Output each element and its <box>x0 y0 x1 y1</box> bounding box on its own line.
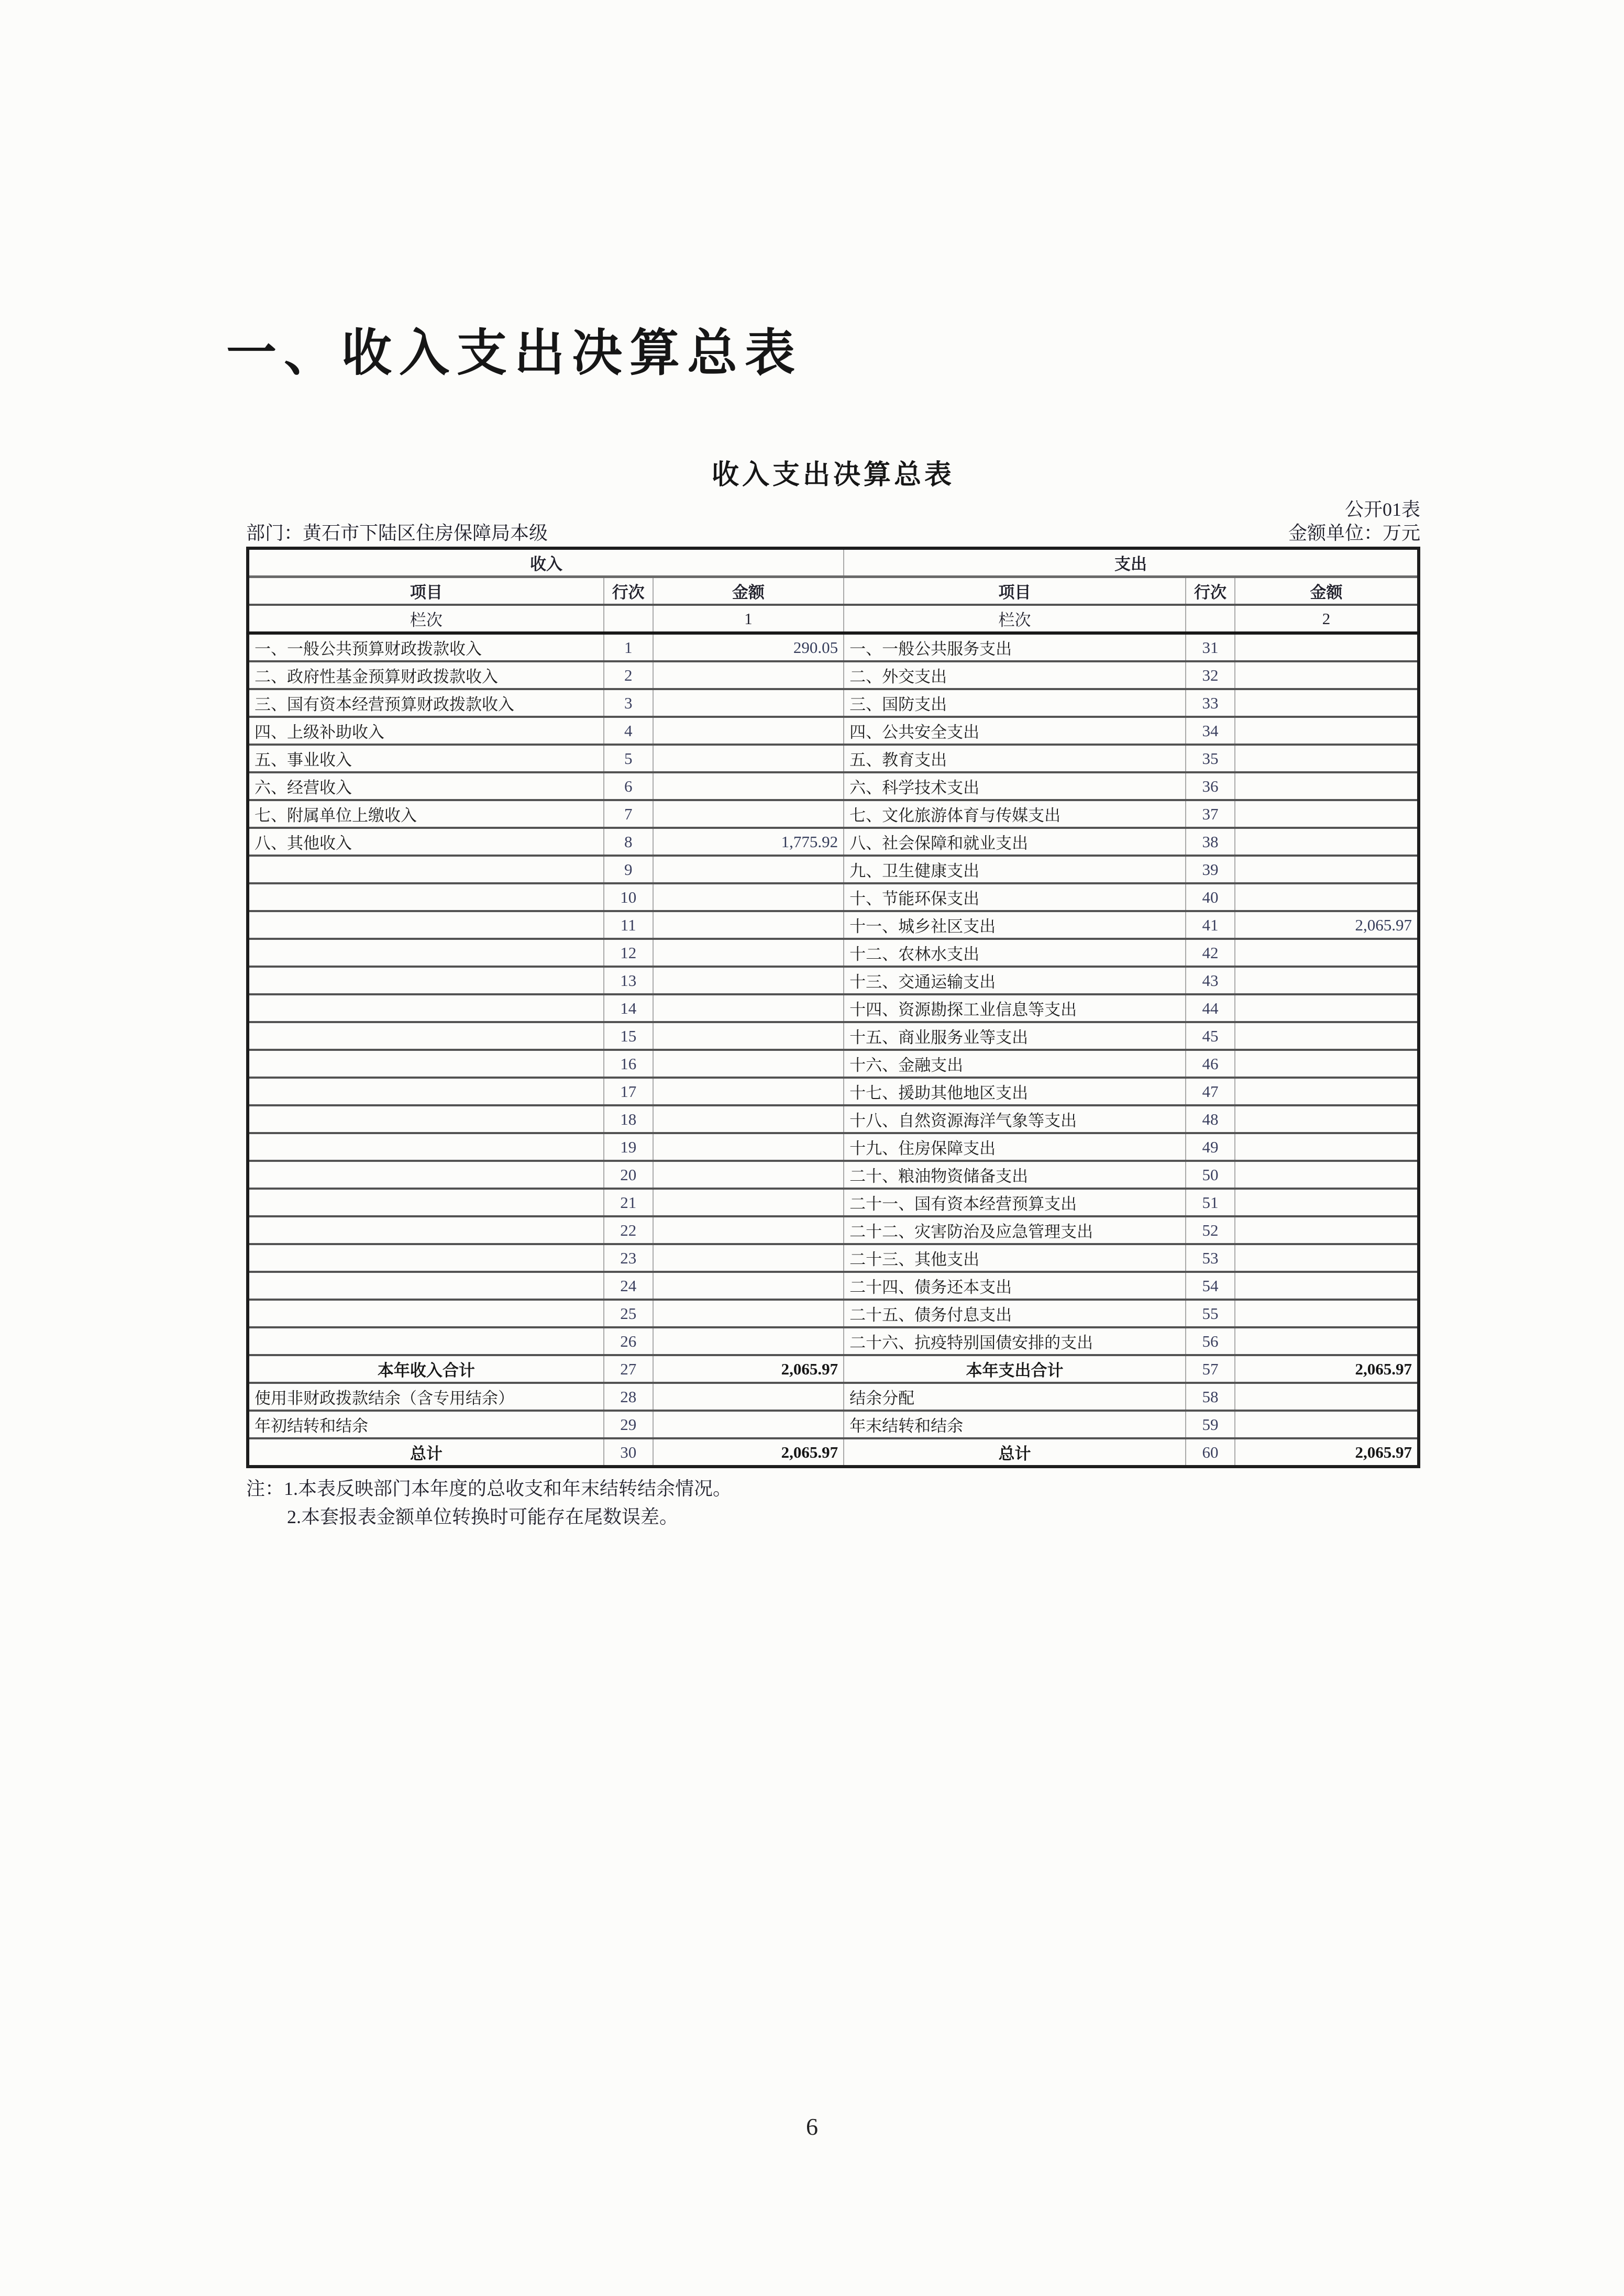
income-item-cell <box>248 1161 604 1189</box>
statement-sheet <box>246 460 1420 1531</box>
table-row <box>248 1078 1419 1105</box>
income-line-cell: 15 <box>604 1022 653 1050</box>
expenditure-amount-cell: 2,065.97 <box>1235 1438 1419 1467</box>
expenditure-item-cell: 十五、商业服务业等支出 <box>844 1022 1186 1050</box>
expenditure-amount-cell: 2,065.97 <box>1235 911 1419 939</box>
income-line-cell: 11 <box>604 911 653 939</box>
expenditure-item-cell: 十三、交通运输支出 <box>844 967 1186 994</box>
income-item-cell: 八、其他收入 <box>248 828 604 856</box>
form-code-label: 公开01表 <box>1344 499 1420 520</box>
table-row <box>248 1133 1419 1161</box>
table-row <box>248 994 1419 1022</box>
expenditure-item-cell: 一、一般公共服务支出 <box>844 633 1186 661</box>
income-item-cell: 年初结转和结余 <box>248 1411 604 1438</box>
income-item-cell: 本年收入合计 <box>248 1355 604 1383</box>
income-amount-index: 1 <box>653 605 844 633</box>
expenditure-line-cell: 44 <box>1186 994 1235 1022</box>
expenditure-item-cell: 二十、粮油物资储备支出 <box>844 1161 1186 1189</box>
income-item-cell <box>248 1216 604 1244</box>
expenditure-amount-cell <box>1235 1216 1419 1244</box>
page-number: 6 <box>806 2113 818 2140</box>
income-amount-cell <box>653 1244 844 1272</box>
expenditure-line-cell: 54 <box>1186 1272 1235 1300</box>
income-line-cell: 28 <box>604 1383 653 1411</box>
footnote-line-1: 注：1.本表反映部门本年度的总收支和年末结转结余情况。 <box>246 1478 732 1499</box>
expenditure-item-cell: 八、社会保障和就业支出 <box>844 828 1186 856</box>
expenditure-item-cell: 十七、援助其他地区支出 <box>844 1078 1186 1105</box>
income-amount-header: 金额 <box>653 577 844 605</box>
table-row <box>248 717 1419 745</box>
table-body <box>248 633 1419 1467</box>
expenditure-item-cell: 二十二、灾害防治及应急管理支出 <box>844 1216 1186 1244</box>
group-header-row <box>248 548 1419 577</box>
expenditure-line-cell: 37 <box>1186 800 1235 828</box>
expenditure-amount-cell <box>1235 828 1419 856</box>
expenditure-index-label: 栏次 <box>844 605 1186 633</box>
table-row <box>248 772 1419 800</box>
table-row <box>248 939 1419 967</box>
income-amount-cell <box>653 1327 844 1355</box>
expenditure-line-cell: 56 <box>1186 1327 1235 1355</box>
income-line-cell: 25 <box>604 1300 653 1327</box>
expenditure-line-cell: 59 <box>1186 1411 1235 1438</box>
expenditure-item-cell: 二十六、抗疫特别国债安排的支出 <box>844 1327 1186 1355</box>
income-amount-cell <box>653 1383 844 1411</box>
expenditure-line-cell: 34 <box>1186 717 1235 745</box>
table-row <box>248 1189 1419 1216</box>
income-item-cell <box>248 994 604 1022</box>
expenditure-line-cell: 43 <box>1186 967 1235 994</box>
table-row <box>248 689 1419 717</box>
footnotes <box>246 1474 1420 1531</box>
income-amount-cell <box>653 1216 844 1244</box>
income-amount-cell <box>653 1411 844 1438</box>
expenditure-item-cell: 十、节能环保支出 <box>844 883 1186 911</box>
income-line-header: 行次 <box>604 577 653 605</box>
table-row <box>248 1411 1419 1438</box>
income-item-cell <box>248 1189 604 1216</box>
income-item-cell <box>248 1300 604 1327</box>
income-item-cell <box>248 883 604 911</box>
expenditure-item-cell: 年末结转和结余 <box>844 1411 1186 1438</box>
income-amount-cell <box>653 772 844 800</box>
expenditure-line-cell: 31 <box>1186 633 1235 661</box>
expenditure-line-cell: 55 <box>1186 1300 1235 1327</box>
table-row <box>248 1050 1419 1078</box>
income-item-cell <box>248 939 604 967</box>
expenditure-item-cell: 五、教育支出 <box>844 745 1186 772</box>
income-amount-cell <box>653 1022 844 1050</box>
expenditure-line-cell: 45 <box>1186 1022 1235 1050</box>
income-line-cell: 21 <box>604 1189 653 1216</box>
income-item-cell: 五、事业收入 <box>248 745 604 772</box>
expenditure-amount-cell <box>1235 856 1419 883</box>
table-row <box>248 1355 1419 1383</box>
expenditure-amount-cell <box>1235 1022 1419 1050</box>
table-title: 收入支出决算总表 <box>711 460 955 490</box>
expenditure-amount-cell <box>1235 1300 1419 1327</box>
income-amount-cell <box>653 1272 844 1300</box>
expenditure-line-cell: 39 <box>1186 856 1235 883</box>
expenditure-amount-cell <box>1235 883 1419 911</box>
expenditure-amount-cell <box>1235 1050 1419 1078</box>
income-item-cell: 一、一般公共预算财政拨款收入 <box>248 633 604 661</box>
expenditure-item-cell: 二十一、国有资本经营预算支出 <box>844 1189 1186 1216</box>
expenditure-item-cell: 四、公共安全支出 <box>844 717 1186 745</box>
expenditure-amount-cell <box>1235 939 1419 967</box>
expenditure-amount-cell <box>1235 1244 1419 1272</box>
expenditure-line-cell: 32 <box>1186 661 1235 689</box>
income-line-cell: 9 <box>604 856 653 883</box>
expenditure-line-cell: 49 <box>1186 1133 1235 1161</box>
income-amount-cell <box>653 939 844 967</box>
expenditure-item-cell: 二十三、其他支出 <box>844 1244 1186 1272</box>
expenditure-amount-cell: 2,065.97 <box>1235 1355 1419 1383</box>
income-line-cell: 1 <box>604 633 653 661</box>
income-line-cell: 26 <box>604 1327 653 1355</box>
footnote-line-2: 2.本套报表金额单位转换时可能存在尾数误差。 <box>287 1506 679 1527</box>
income-item-cell: 三、国有资本经营预算财政拨款收入 <box>248 689 604 717</box>
table-row <box>248 1438 1419 1467</box>
income-item-cell <box>248 1244 604 1272</box>
income-item-cell: 六、经营收入 <box>248 772 604 800</box>
expenditure-line-cell: 57 <box>1186 1355 1235 1383</box>
table-row <box>248 1022 1419 1050</box>
income-amount-cell: 2,065.97 <box>653 1355 844 1383</box>
income-line-cell: 10 <box>604 883 653 911</box>
income-line-cell: 3 <box>604 689 653 717</box>
expenditure-line-cell: 35 <box>1186 745 1235 772</box>
income-amount-cell <box>653 1078 844 1105</box>
table-row <box>248 800 1419 828</box>
expenditure-line-cell: 50 <box>1186 1161 1235 1189</box>
expenditure-item-cell: 十六、金融支出 <box>844 1050 1186 1078</box>
expenditure-amount-header: 金额 <box>1235 577 1419 605</box>
income-line-cell: 19 <box>604 1133 653 1161</box>
expenditure-line-cell: 60 <box>1186 1438 1235 1467</box>
expenditure-item-cell: 六、科学技术支出 <box>844 772 1186 800</box>
income-line-cell: 17 <box>604 1078 653 1105</box>
income-line-cell: 5 <box>604 745 653 772</box>
income-item-cell <box>248 1272 604 1300</box>
expenditure-amount-cell <box>1235 800 1419 828</box>
expenditure-amount-cell <box>1235 1189 1419 1216</box>
table-row <box>248 1383 1419 1411</box>
expenditure-amount-cell <box>1235 994 1419 1022</box>
income-amount-cell <box>653 1105 844 1133</box>
expenditure-line-cell: 51 <box>1186 1189 1235 1216</box>
income-line-cell: 16 <box>604 1050 653 1078</box>
income-line-cell: 30 <box>604 1438 653 1467</box>
expenditure-amount-cell <box>1235 689 1419 717</box>
income-line-cell: 24 <box>604 1272 653 1300</box>
income-item-cell <box>248 1050 604 1078</box>
expenditure-item-cell: 总计 <box>844 1438 1186 1467</box>
table-row <box>248 1216 1419 1244</box>
income-amount-cell <box>653 1189 844 1216</box>
expenditure-item-cell: 七、文化旅游体育与传媒支出 <box>844 800 1186 828</box>
expenditure-item-cell: 三、国防支出 <box>844 689 1186 717</box>
expenditure-line-cell: 40 <box>1186 883 1235 911</box>
section-heading: 一、收入支出决算总表 <box>226 325 802 381</box>
expenditure-line-cell: 46 <box>1186 1050 1235 1078</box>
table-row <box>248 661 1419 689</box>
expenditure-item-cell: 十一、城乡社区支出 <box>844 911 1186 939</box>
income-amount-cell <box>653 1133 844 1161</box>
income-item-cell <box>248 1105 604 1133</box>
income-item-header: 项目 <box>248 577 604 605</box>
table-row <box>248 1105 1419 1133</box>
table-row <box>248 633 1419 661</box>
income-amount-cell <box>653 856 844 883</box>
expenditure-line-cell: 33 <box>1186 689 1235 717</box>
table-row <box>248 856 1419 883</box>
income-amount-cell: 290.05 <box>653 633 844 661</box>
expenditure-line-cell: 58 <box>1186 1383 1235 1411</box>
expenditure-item-cell: 九、卫生健康支出 <box>844 856 1186 883</box>
income-line-cell: 23 <box>604 1244 653 1272</box>
expenditure-amount-cell <box>1235 1327 1419 1355</box>
expenditure-amount-cell <box>1235 772 1419 800</box>
table-row <box>248 1327 1419 1355</box>
income-line-cell: 2 <box>604 661 653 689</box>
table-row <box>248 1161 1419 1189</box>
income-line-cell: 22 <box>604 1216 653 1244</box>
income-item-cell <box>248 1022 604 1050</box>
income-item-cell <box>248 967 604 994</box>
expenditure-line-cell: 47 <box>1186 1078 1235 1105</box>
expenditure-amount-cell <box>1235 1133 1419 1161</box>
income-item-cell: 使用非财政拨款结余（含专用结余） <box>248 1383 604 1411</box>
expenditure-item-cell: 二、外交支出 <box>844 661 1186 689</box>
table-row <box>248 911 1419 939</box>
income-amount-cell <box>653 883 844 911</box>
income-line-cell: 20 <box>604 1161 653 1189</box>
income-amount-cell <box>653 1161 844 1189</box>
expenditure-amount-cell <box>1235 1383 1419 1411</box>
table-row <box>248 828 1419 856</box>
income-item-cell <box>248 1133 604 1161</box>
expenditure-item-cell: 十二、农林水支出 <box>844 939 1186 967</box>
table-row <box>248 883 1419 911</box>
income-item-cell <box>248 911 604 939</box>
income-line-cell: 27 <box>604 1355 653 1383</box>
expenditure-amount-cell <box>1235 717 1419 745</box>
expenditure-item-cell: 二十五、债务付息支出 <box>844 1300 1186 1327</box>
expenditure-index-spacer <box>1186 605 1235 633</box>
income-line-cell: 29 <box>604 1411 653 1438</box>
table-row <box>248 1244 1419 1272</box>
expenditure-item-cell: 本年支出合计 <box>844 1355 1186 1383</box>
expenditure-line-cell: 36 <box>1186 772 1235 800</box>
budget-summary-table <box>246 547 1420 1468</box>
income-amount-cell <box>653 911 844 939</box>
income-item-cell <box>248 1078 604 1105</box>
expenditure-line-cell: 41 <box>1186 911 1235 939</box>
income-item-cell <box>248 1327 604 1355</box>
expenditure-item-cell: 十四、资源勘探工业信息等支出 <box>844 994 1186 1022</box>
department-label: 部门：黄石市下陆区住房保障局本级 <box>246 523 548 544</box>
income-amount-cell <box>653 967 844 994</box>
income-amount-cell <box>653 745 844 772</box>
income-item-cell: 七、附属单位上缴收入 <box>248 800 604 828</box>
expenditure-group-header: 支出 <box>844 548 1419 577</box>
expenditure-line-cell: 53 <box>1186 1244 1235 1272</box>
expenditure-amount-cell <box>1235 745 1419 772</box>
expenditure-line-header: 行次 <box>1186 577 1235 605</box>
income-index-label: 栏次 <box>248 605 604 633</box>
expenditure-item-cell: 结余分配 <box>844 1383 1186 1411</box>
income-line-cell: 7 <box>604 800 653 828</box>
income-amount-cell <box>653 800 844 828</box>
expenditure-line-cell: 42 <box>1186 939 1235 967</box>
expenditure-amount-cell <box>1235 1411 1419 1438</box>
expenditure-amount-cell <box>1235 633 1419 661</box>
income-group-header: 收入 <box>248 548 844 577</box>
income-amount-cell <box>653 661 844 689</box>
table-row <box>248 1300 1419 1327</box>
income-amount-cell <box>653 1300 844 1327</box>
income-item-cell <box>248 856 604 883</box>
income-line-cell: 12 <box>604 939 653 967</box>
expenditure-amount-cell <box>1235 1272 1419 1300</box>
column-index-row <box>248 605 1419 633</box>
table-row <box>248 1272 1419 1300</box>
expenditure-item-header: 项目 <box>844 577 1186 605</box>
income-amount-cell <box>653 717 844 745</box>
expenditure-amount-cell <box>1235 967 1419 994</box>
income-line-cell: 18 <box>604 1105 653 1133</box>
income-item-cell: 四、上级补助收入 <box>248 717 604 745</box>
income-line-cell: 4 <box>604 717 653 745</box>
table-meta-row <box>246 522 1420 545</box>
expenditure-line-cell: 52 <box>1186 1216 1235 1244</box>
income-line-cell: 14 <box>604 994 653 1022</box>
expenditure-amount-cell <box>1235 661 1419 689</box>
expenditure-item-cell: 十八、自然资源海洋气象等支出 <box>844 1105 1186 1133</box>
expenditure-amount-cell <box>1235 1105 1419 1133</box>
income-line-cell: 8 <box>604 828 653 856</box>
income-amount-cell: 2,065.97 <box>653 1438 844 1467</box>
table-row <box>248 745 1419 772</box>
income-item-cell: 总计 <box>248 1438 604 1467</box>
income-index-spacer <box>604 605 653 633</box>
table-row <box>248 967 1419 994</box>
expenditure-item-cell: 十九、住房保障支出 <box>844 1133 1186 1161</box>
income-amount-cell <box>653 689 844 717</box>
income-amount-cell <box>653 994 844 1022</box>
income-item-cell: 二、政府性基金预算财政拨款收入 <box>248 661 604 689</box>
income-amount-cell <box>653 1050 844 1078</box>
expenditure-amount-index: 2 <box>1235 605 1419 633</box>
expenditure-amount-cell <box>1235 1161 1419 1189</box>
column-header-row <box>248 577 1419 605</box>
unit-label: 金额单位：万元 <box>1288 523 1420 544</box>
income-line-cell: 6 <box>604 772 653 800</box>
expenditure-item-cell: 二十四、债务还本支出 <box>844 1272 1186 1300</box>
expenditure-line-cell: 48 <box>1186 1105 1235 1133</box>
expenditure-amount-cell <box>1235 1078 1419 1105</box>
income-amount-cell: 1,775.92 <box>653 828 844 856</box>
income-line-cell: 13 <box>604 967 653 994</box>
expenditure-line-cell: 38 <box>1186 828 1235 856</box>
